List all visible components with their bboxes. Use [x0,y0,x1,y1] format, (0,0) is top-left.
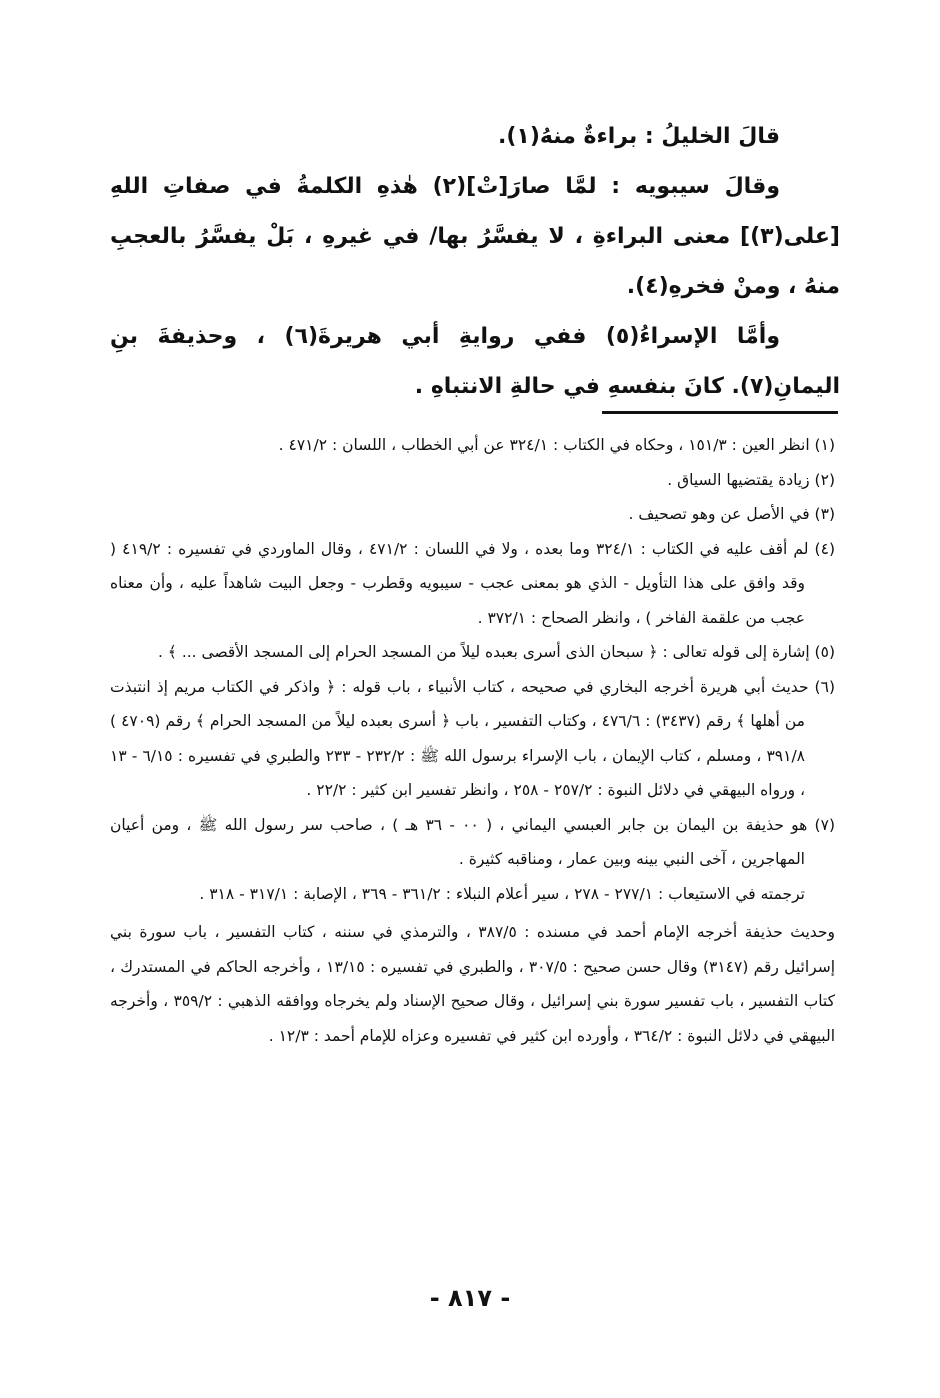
main-paragraph-2: وقالَ سيبويه : لمَّا صارَ[تْ](٢) هٰذهِ الكلمةُ في صفاتِ اللهِ [على(٣)] معنى البراءةِ ، لا يفسَّرُ بها/ في غيرهِ ، بَلْ يفسَّرُ بالعجبِ منهُ ، ومنْ فخرهِ(٤). [110,174,840,299]
footnote-6: (٦) حديث أبي هريرة أخرجه البخاري في صحيحه ، كتاب الأنبياء ، باب قوله : ﴿ واذكر في الكتاب مريم إذ انتبذت من أهلها ﴾ رقم (٣٤٣٧) : ٤٧٦/٦ ، وكتاب التفسير ، باب ﴿ أسرى بعبده ليلاً من المسجد الحرام ﴾ رقم (٤٧٠٩ ) ٣٩١/٨ ، ومسلم ، كتاب الإيمان ، باب الإسراء برسول الله ﷺ : ٢٣٢/٢ - ٢٣٣ والطبري في تفسيره : ٦/١٥ - ١٣ ، ورواه البيهقي في دلائل النبوة : ٢٥٧/٢ - ٢٥٨ ، وانظر تفسير ابن كثير : ٢٢/٢ . [110,677,835,799]
footnote-4: (٤) لم أقف عليه في الكتاب : ٣٢٤/١ وما بعده ، ولا في اللسان : ٤٧١/٢ ، وقال الماوردي في تفسيره : ٤١٩/٢ ( وقد وافق على هذا التأويل - الذي هو بمعنى عجب - سيبويه وقطرب - وجعل البيت شاهداً عليه ، وأن معناه عجب من علقمة الفاخر ) ، وانظر الصحاح : ٣٧٢/١ . [110,539,835,627]
footnotes-block [110,428,835,1053]
footnote-final-paragraph: وحديث حذيفة أخرجه الإمام أحمد في مسنده : ٣٨٧/٥ ، والترمذي في سننه ، كتاب التفسير ، باب سورة بني إسرائيل رقم (٣١٤٧) وقال حسن صحيح : ٣٠٧/٥ ، والطبري في تفسيره : ١٣/١٥ ، وأخرجه الحاكم في المستدرك ، كتاب التفسير ، باب تفسير سورة بني إسرائيل ، وقال صحيح الإسناد ولم يخرجاه ووافقه الذهبي : ٣٥٩/٢ ، وأخرجه البيهقي في دلائل النبوة : ٣٦٤/٢ ، وأورده ابن كثير في تفسيره وعزاه للإمام أحمد : ١٢/٣ . [110,923,836,1045]
footnote-5: (٥) إشارة إلى قوله تعالى : ﴿ سبحان الذى أسرى بعبده ليلاً من المسجد الحرام إلى المسجد الأقصى ... ﴾ . [157,643,835,661]
page-number: - ٨١٧ - [429,1284,511,1312]
footnote-1: (١) انظر العين : ١٥١/٣ ، وحكاه في الكتاب : ٣٢٤/١ عن أبي الخطاب ، اللسان : ٤٧١/٢ . [278,436,835,454]
footnote-2: (٢) زيادة يقتضيها السياق . [667,470,835,489]
footnote-3: (٣) في الأصل عن وهو تصحيف . [628,505,835,523]
main-paragraph-1: قالَ الخليلُ : براءةٌ منهُ(١). [497,124,780,149]
footnote-separator [602,411,838,414]
footnote-7: (٧) هو حذيفة بن اليمان بن جابر العبسي اليماني ، ( ٠٠ - ٣٦ هـ ) ، صاحب سر رسول الله ﷺ ، ومن أعيان المهاجرين ، آخى النبي بينه وبين عمار ، ومناقبه كثيرة . [110,815,835,868]
main-text-block [110,112,840,412]
main-paragraph-3: وأمَّا الإسراءُ(٥) ففي روايةِ أبي هريرةَ(٦) ، وحذيفةَ بنِ اليمانِ(٧). كانَ بنفسهِ في حالةِ الانتباهِ . [110,324,840,399]
footnote-7-translation: ترجمته في الاستيعاب : ٢٧٧/١ - ٢٧٨ ، سير أعلام النبلاء : ٣٦١/٢ - ٣٦٩ ، الإصابة : ٣١٧/١ - ٣١٨ . [199,884,805,903]
